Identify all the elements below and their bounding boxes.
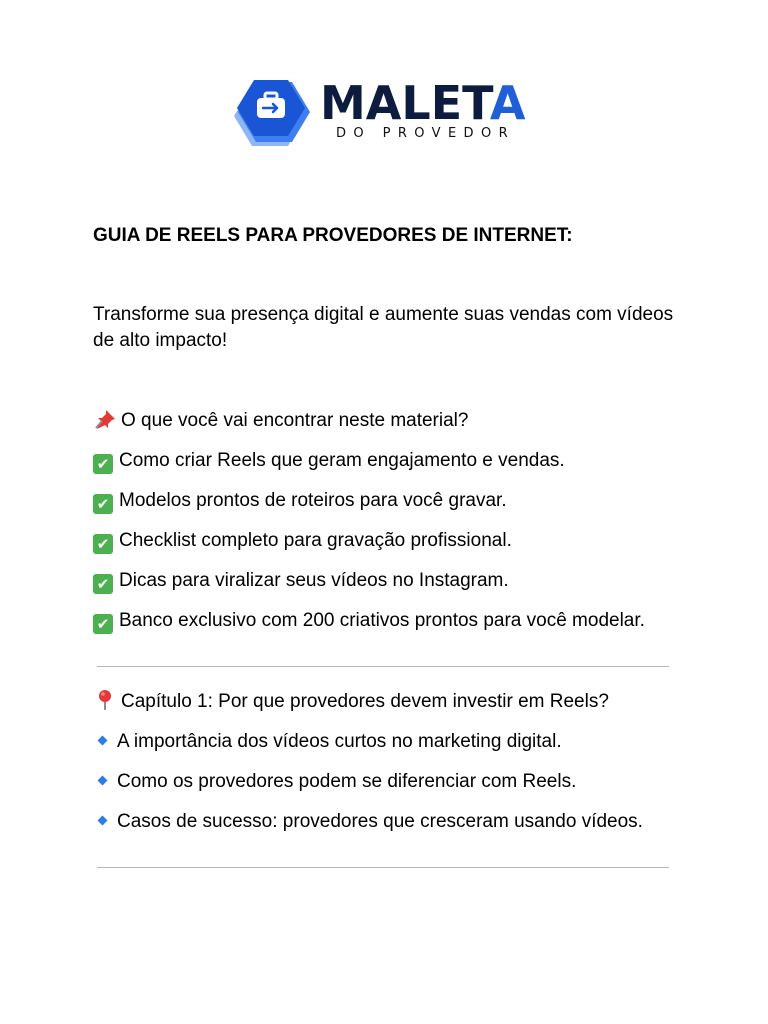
section-heading <box>93 408 683 434</box>
check-mark-icon: ✔ <box>93 574 113 594</box>
check-mark-icon: ✔ <box>93 534 113 554</box>
document-title: GUIA DE REELS PARA PROVEDORES DE INTERNET: <box>93 225 573 246</box>
list-item <box>93 488 683 514</box>
document-body <box>93 222 683 868</box>
list-item-text: Como criar Reels que geram engajamento e vendas. <box>119 450 565 471</box>
section-heading-text: O que você vai encontrar neste material? <box>121 410 469 431</box>
chapter-heading <box>93 689 683 715</box>
list-item-text: Casos de sucesso: provedores que cresceram usando vídeos. <box>117 811 643 832</box>
list-item <box>93 769 683 795</box>
list-item <box>93 528 683 554</box>
section-divider <box>97 867 669 868</box>
blue-diamond-icon <box>98 816 108 826</box>
list-item-text: A importância dos vídeos curtos no marketing digital. <box>117 731 562 752</box>
list-item <box>93 448 683 474</box>
logo-subtitle: DO PROVEDOR <box>336 126 516 141</box>
list-item-text: Checklist completo para gravação profissional. <box>119 530 512 551</box>
pushpin-icon <box>93 408 117 430</box>
blue-diamond-icon <box>98 736 108 746</box>
blue-diamond-icon <box>98 776 108 786</box>
intro-text: Transforme sua presença digital e aumente suas vendas com vídeos de alto impacto! <box>93 304 674 351</box>
logo-word-accent: A <box>489 76 526 130</box>
check-mark-icon: ✔ <box>93 454 113 474</box>
chapter-heading-text: Capítulo 1: Por que provedores devem investir em Reels? <box>121 691 609 712</box>
list-item-text: Banco exclusivo com 200 criativos prontos para você modelar. <box>119 610 645 631</box>
list-item <box>93 809 683 835</box>
logo-word-main: MALET <box>320 76 490 130</box>
briefcase-icon <box>230 78 310 146</box>
list-item <box>93 568 683 594</box>
logo-wordmark <box>320 76 526 130</box>
list-item-text: Dicas para viralizar seus vídeos no Instagram. <box>119 570 509 591</box>
check-mark-icon: ✔ <box>93 614 113 634</box>
list-item <box>93 608 683 634</box>
list-item-text: Como os provedores podem se diferenciar com Reels. <box>117 771 577 792</box>
round-pin-icon <box>93 689 117 711</box>
list-item <box>93 729 683 755</box>
check-mark-icon: ✔ <box>93 494 113 514</box>
brand-logo <box>230 78 540 148</box>
list-item-text: Modelos prontos de roteiros para você gravar. <box>119 490 507 511</box>
section-divider <box>97 666 669 667</box>
